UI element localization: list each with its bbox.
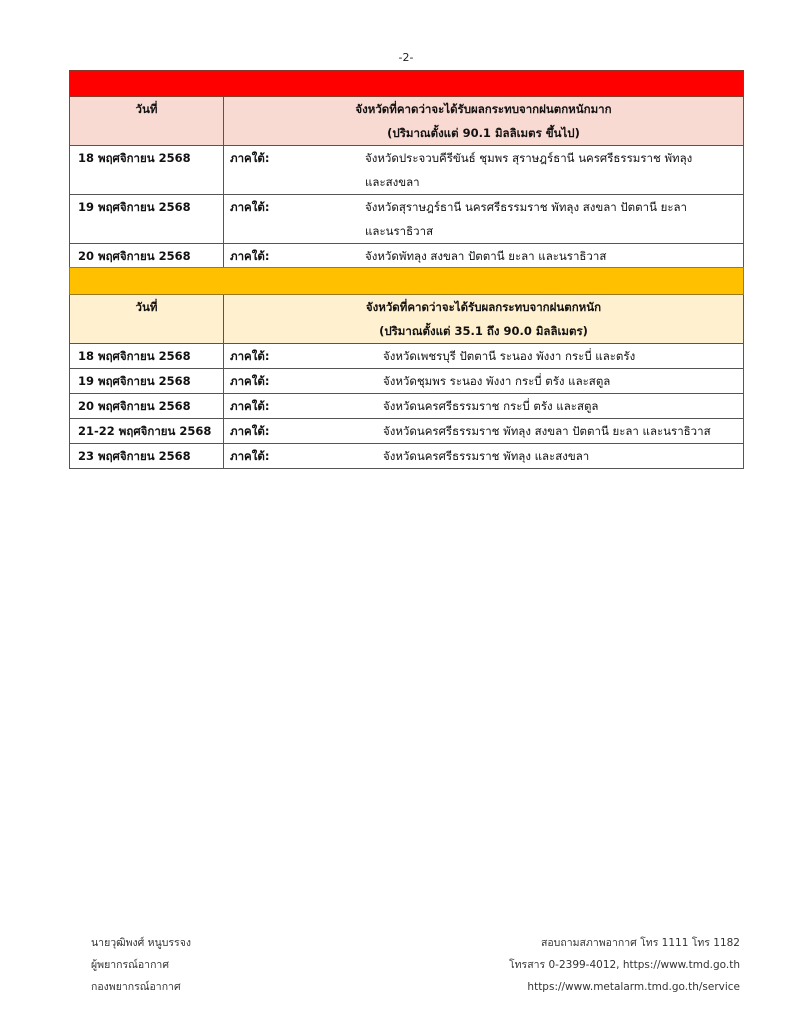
table-row xyxy=(70,369,744,394)
row-body xyxy=(224,146,744,195)
row-provinces: จังหวัดนครศรีธรรมราช กระบี่ ตรัง และสตูล xyxy=(383,399,599,413)
row-date: 20 พฤศจิกายน 2568 xyxy=(70,394,224,419)
provinces-column-header xyxy=(224,295,744,344)
row-date: 19 พฤศจิกายน 2568 xyxy=(70,195,224,244)
row-region: ภาคใต้: xyxy=(230,249,270,263)
row-date: 20 พฤศจิกายน 2568 xyxy=(70,244,224,269)
forecaster-signature xyxy=(91,932,191,998)
row-body xyxy=(224,444,744,469)
table-row xyxy=(70,344,744,369)
very-heavy-header-subtitle: (ปริมาณตั้งแต่ 90.1 มิลลิเมตร ขึ้นไป) xyxy=(387,126,580,140)
heavy-header-row xyxy=(70,295,744,344)
row-region: ภาคใต้: xyxy=(230,200,270,214)
row-region: ภาคใต้: xyxy=(230,151,270,165)
row-date: 18 พฤศจิกายน 2568 xyxy=(70,146,224,195)
row-body xyxy=(224,244,744,269)
heavy-severity-band xyxy=(70,268,744,295)
provinces-line: จังหวัดประจวบคีรีขันธ์ ชุมพร สุราษฎร์ธานี นครศรีธรรมราช พัทลุง xyxy=(365,151,693,165)
very-heavy-header-title: จังหวัดที่คาดว่าจะได้รับผลกระทบจากฝนตกหนักมาก xyxy=(355,102,612,116)
row-region: ภาคใต้: xyxy=(230,374,270,388)
row-provinces: จังหวัดนครศรีธรรมราช พัทลุง สงขลา ปัตตานี ยะลา และนราธิวาส xyxy=(383,424,711,438)
heavy-header-subtitle: (ปริมาณตั้งแต่ 35.1 ถึง 90.0 มิลลิเมตร) xyxy=(379,324,588,338)
very-heavy-rain-table xyxy=(69,70,744,269)
forecaster-position: ผู้พยากรณ์อากาศ xyxy=(91,959,169,971)
red-band-cell xyxy=(70,71,744,97)
row-body xyxy=(224,369,744,394)
row-date: 23 พฤศจิกายน 2568 xyxy=(70,444,224,469)
provinces-line: และนราธิวาส xyxy=(365,224,434,238)
row-body xyxy=(224,394,744,419)
heavy-rain-table xyxy=(69,267,744,469)
date-column-header: วันที่ xyxy=(70,295,224,344)
row-body xyxy=(224,195,744,244)
row-region: ภาคใต้: xyxy=(230,399,270,413)
table-row xyxy=(70,444,744,469)
inquiry-phone: สอบถามสภาพอากาศ โทร 1111 โทร 1182 xyxy=(540,937,740,949)
table-row xyxy=(70,394,744,419)
page-number: -2- xyxy=(398,51,414,64)
row-provinces xyxy=(365,195,743,243)
table-row xyxy=(70,419,744,444)
provinces-line: และสงขลา xyxy=(365,175,420,189)
table-row xyxy=(70,195,744,244)
very-heavy-severity-band xyxy=(70,71,744,97)
provinces-column-header xyxy=(224,97,744,146)
row-date: 19 พฤศจิกายน 2568 xyxy=(70,369,224,394)
service-url: https://www.metalarm.tmd.go.th/service xyxy=(527,981,740,993)
contact-info xyxy=(509,932,740,998)
fax-and-website: โทรสาร 0-2399-4012, https://www.tmd.go.th xyxy=(509,959,740,971)
table-row xyxy=(70,146,744,195)
yellow-band-cell xyxy=(70,268,744,295)
forecaster-division: กองพยากรณ์อากาศ xyxy=(91,981,181,993)
forecaster-name: นายวุฒิพงศ์ หนูบรรจง xyxy=(91,937,191,949)
row-provinces: จังหวัดชุมพร ระนอง พังงา กระบี่ ตรัง และสตูล xyxy=(383,374,611,388)
date-column-header: วันที่ xyxy=(70,97,224,146)
row-region: ภาคใต้: xyxy=(230,424,270,438)
row-region: ภาคใต้: xyxy=(230,449,270,463)
row-provinces: จังหวัดเพชรบุรี ปัตตานี ระนอง พังงา กระบี่ และตรัง xyxy=(383,349,636,363)
provinces-line: จังหวัดพัทลุง สงขลา ปัตตานี ยะลา และนราธิวาส xyxy=(365,249,607,263)
row-body xyxy=(224,419,744,444)
very-heavy-header-row xyxy=(70,97,744,146)
heavy-header-title: จังหวัดที่คาดว่าจะได้รับผลกระทบจากฝนตกหนัก xyxy=(365,300,602,314)
table-row xyxy=(70,244,744,269)
row-region: ภาคใต้: xyxy=(230,349,270,363)
row-provinces: จังหวัดนครศรีธรรมราช พัทลุง และสงขลา xyxy=(383,449,590,463)
row-date: 21-22 พฤศจิกายน 2568 xyxy=(70,419,224,444)
row-date: 18 พฤศจิกายน 2568 xyxy=(70,344,224,369)
provinces-line: จังหวัดสุราษฎร์ธานี นครศรีธรรมราช พัทลุง สงขลา ปัตตานี ยะลา xyxy=(365,200,688,214)
row-provinces xyxy=(365,244,743,268)
row-body xyxy=(224,344,744,369)
row-provinces xyxy=(365,146,743,194)
